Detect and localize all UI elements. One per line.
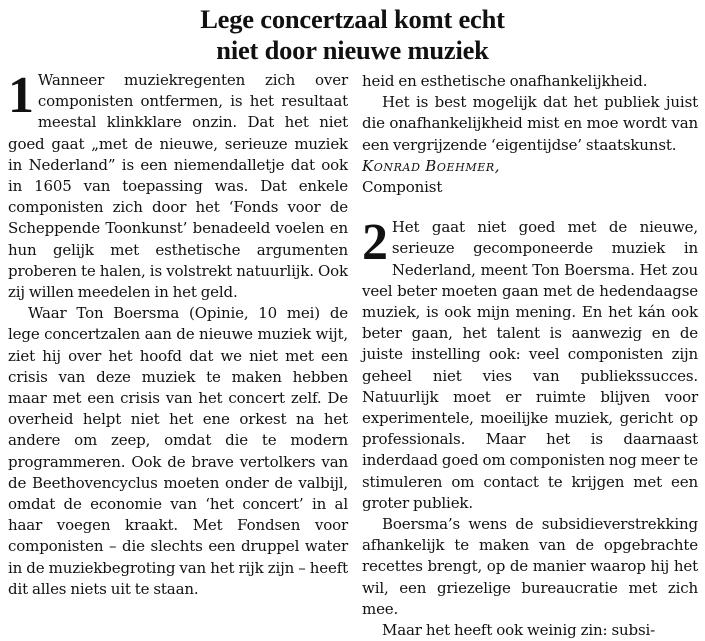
letter1-paragraph-1-text: Wanneer muziekregenten zich over componisten ontfermen, is het resultaat meestal klinkklare onzin. Dat het niet goed gaat „met de nieuwe, serieuze muziek in Nederland” is een niemendalletje dat ook in 1605 van toepassing was. Dat enkele componisten zich door het ‘Fonds voor de Scheppende Toonkunst’ benadeeld voelen en hun gelijk met esthetische argumenten proberen te halen, is volstrekt natuurlijk. Ook zij willen meedelen in het geld.	[8, 71, 348, 302]
letter2-number: 2	[362, 214, 388, 272]
letter2-paragraph-1	[362, 214, 698, 514]
letter1-paragraph-4: Het is best mogelijk dat het publiek juist die onafhankelijkheid mist en moe wordt van een vergrijzende ‘eigentijdse’ staatskunst.	[362, 93, 698, 154]
letter1-role: Componist	[362, 178, 443, 197]
letter-separator	[362, 198, 698, 217]
letter1-paragraph-2: Waar Ton Boersma (Opinie, 10 mei) de lege concertzalen aan de nieuwe muziek wijt, ziet hij over het hoofd dat we niet met een crisis van deze muziek te maken hebben maar met een crisis van het concert zelf. De overheid helpt niet het ene orkest na het andere om zeep, omdat die te modern programmeren. Ook de brave vertolkers van de Beethovencyclus moeten onder de valbijl, omdat de economie van ‘het concert’ in al haar voegen kraakt. Met Fondsen voor componisten – die slechts een druppel water in de muziekbegroting van het rijk zijn – heeft dit alles niets uit te staan.	[8, 304, 348, 598]
letter2-paragraph-2: Boersma’s wens de subsidieverstrekking afhankelijk te maken van de opgebrachte recettes brengt, op de manier waarop hij het wil, een griezelige bureaucratie met zich mee.	[362, 515, 698, 618]
letter1-paragraph-1	[8, 67, 348, 303]
column-right	[362, 71, 698, 641]
letter1-number: 1	[8, 67, 34, 124]
headline-line-1: Lege concertzaal komt echt	[200, 4, 505, 34]
letter1-author: Konrad Boehmer,	[362, 156, 501, 175]
headline	[0, 4, 705, 66]
headline-line-2: niet door nieuwe muziek	[216, 35, 489, 65]
letter2-paragraph-1-text: Het gaat niet goed met de nieuwe, serieuze gecomponeerde muziek in Nederland, meent Ton Boersma. Het zou veel beter moeten gaan met de hedendaagse muziek, is ook mijn mening. En het kán ook beter gaan, het talent is aanwezig en de juiste instelling ook: veel componisten zijn geheel niet vies van publiekssucces. Natuurlijk moet er ruimte blijven voor experimentele, moeilijke muziek, gericht op professionals. Maar het is daarnaast inderdaad goed om componisten nog meer te stimuleren om contact te krijgen met een groter publiek.	[362, 218, 698, 512]
letter1-paragraph-3-continued: heid en esthetische onafhankelijkheid.	[362, 72, 648, 90]
letter2-paragraph-3: Maar het heeft ook weinig zin: subsi-	[382, 621, 656, 640]
column-left	[8, 67, 348, 600]
